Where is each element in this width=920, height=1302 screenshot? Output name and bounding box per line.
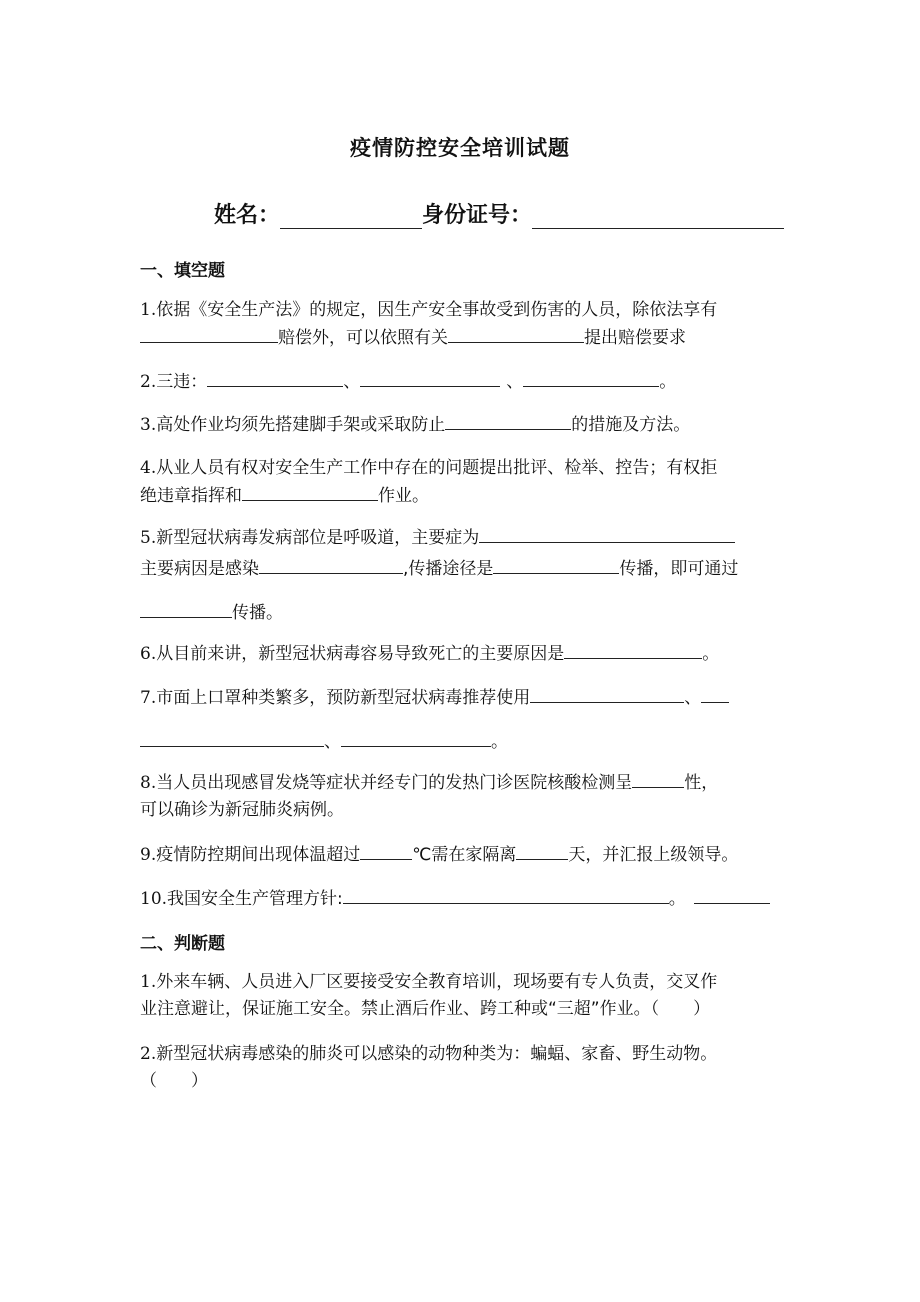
q1-number: 1. (140, 300, 157, 320)
q8-blank[interactable] (632, 769, 684, 788)
q10-end: 。 (668, 888, 686, 909)
q3-blank[interactable] (445, 411, 571, 430)
identity-row (214, 198, 784, 234)
q7-text-0: 市面上口罩种类繁多，预防新型冠状病毒推荐使用 (156, 687, 531, 708)
q6-text-0: 从目前来讲，新型冠状病毒容易导致死亡的主要原因是 (156, 643, 565, 664)
q9-blank-2[interactable] (516, 841, 568, 860)
q10-number: 10. (140, 888, 168, 909)
section-fill-title: 一、填空题 (140, 261, 225, 281)
fill-question-5 (140, 524, 790, 627)
fill-question-7 (140, 684, 790, 756)
q4-number: 4. (140, 458, 157, 478)
q9-blank-1[interactable] (360, 841, 412, 860)
q10-blank-2[interactable] (694, 885, 770, 904)
document-title: 疫情防控安全培训试题 (350, 136, 570, 160)
q7-blank-2a[interactable] (701, 684, 729, 703)
q7-sep-2: 、 (324, 731, 341, 752)
q5-blank-3[interactable] (493, 555, 619, 574)
judge-q2-number: 2. (140, 1044, 157, 1064)
q5-number: 5. (140, 527, 157, 548)
q4-blank[interactable] (242, 482, 378, 501)
q5-text-4: 传播。 (232, 602, 283, 623)
q6-blank[interactable] (564, 640, 702, 659)
fill-question-6 (140, 640, 790, 668)
q10-blank-1[interactable] (343, 885, 669, 904)
q8-line2: 可以确诊为新冠肺炎病例。 (140, 799, 344, 820)
judge-question-2 (140, 1041, 790, 1095)
judge-q1-line1: 外来车辆、人员进入厂区要接受安全教育培训，现场要有专人负责，交叉作 (156, 972, 718, 992)
q5-text-0: 新型冠状病毒发病部位是呼吸道，主要症为 (156, 527, 480, 548)
q9-text-2: 天，并汇报上级领导。 (568, 844, 739, 865)
q7-sep-1: 、 (684, 687, 702, 708)
q8-number: 8. (140, 772, 157, 793)
q4-text-0: 绝违章指挥和 (140, 485, 242, 506)
q7-blank-1[interactable] (530, 684, 684, 703)
q2-sep-2: 、 (506, 371, 524, 392)
fill-question-2 (140, 368, 790, 396)
q3-text-0: 高处作业均须先搭建脚手架或采取防止 (156, 414, 446, 435)
name-label: 姓名： (214, 203, 281, 228)
q1-blank-1[interactable] (140, 324, 278, 343)
fill-question-3 (140, 411, 790, 439)
q1-line1: 依据《安全生产法》的规定，因生产安全事故受到伤害的人员，除依法享有 (156, 300, 718, 320)
q3-number: 3. (140, 414, 157, 435)
q5-text-3: 传播，即可通过 (619, 558, 739, 579)
section-judge-title: 二、判断题 (140, 934, 225, 954)
q8-text-0: 当人员出现感冒发烧等症状并经专门的发热门诊医院核酸检测呈 (156, 772, 633, 793)
q7-end: 。 (491, 731, 508, 752)
q2-blank-1[interactable] (207, 368, 343, 387)
q10-text-0: 我国安全生产管理方针: (167, 888, 343, 909)
q2-number: 2. (140, 371, 157, 392)
q4-text-1: 作业。 (378, 485, 429, 506)
judge-q1-line2: 业注意避让，保证施工安全。禁止酒后作业、跨工种或“三超”作业。（ ） (140, 999, 711, 1019)
q9-text-0: 疫情防控期间出现体温超过 (156, 844, 361, 865)
q4-line1: 从业人员有权对安全生产工作中存在的问题提出批评、检举、控告；有权拒 (156, 458, 718, 478)
q2-sep-1: 、 (343, 371, 361, 392)
judge-q2-line2: （ ） (140, 1071, 208, 1091)
fill-question-4 (140, 455, 790, 510)
q2-text: 三违： (156, 371, 208, 392)
q7-number: 7. (140, 687, 157, 708)
q1-text-1: 赔偿外，可以依照有关 (278, 327, 448, 348)
q5-text-2: ,传播途径是 (403, 558, 494, 579)
q1-blank-2[interactable] (448, 324, 584, 343)
fill-question-10 (140, 885, 790, 913)
q6-end: 。 (702, 643, 720, 664)
q5-blank-4[interactable] (140, 599, 232, 618)
fill-question-1 (140, 297, 790, 352)
q1-text-2: 提出赔偿要求 (584, 327, 686, 348)
q3-text-1: 的措施及方法。 (571, 414, 691, 435)
q5-blank-1[interactable] (479, 524, 735, 543)
q2-blank-3[interactable] (523, 368, 659, 387)
q9-text-1: ℃需在家隔离 (412, 844, 517, 865)
id-number-blank[interactable] (532, 202, 784, 229)
q9-number: 9. (140, 844, 157, 865)
q5-text-1: 主要病因是感染 (140, 558, 259, 579)
q7-blank-2b[interactable] (140, 728, 324, 747)
q6-number: 6. (140, 643, 157, 664)
q5-blank-2[interactable] (259, 555, 403, 574)
q8-text-1: 性， (684, 772, 719, 793)
fill-question-8 (140, 769, 790, 824)
q7-blank-3[interactable] (341, 728, 491, 747)
name-blank[interactable] (280, 202, 422, 229)
judge-q1-number: 1. (140, 972, 157, 992)
q2-end: 。 (659, 371, 677, 392)
judge-q2-line1: 新型冠状病毒感染的肺炎可以感染的动物种类为：蝙蝠、家畜、野生动物。 (156, 1044, 718, 1064)
fill-question-9 (140, 841, 790, 869)
id-number-label: 身份证号： (422, 203, 533, 228)
q2-blank-2[interactable] (360, 368, 500, 387)
judge-question-1 (140, 969, 790, 1023)
